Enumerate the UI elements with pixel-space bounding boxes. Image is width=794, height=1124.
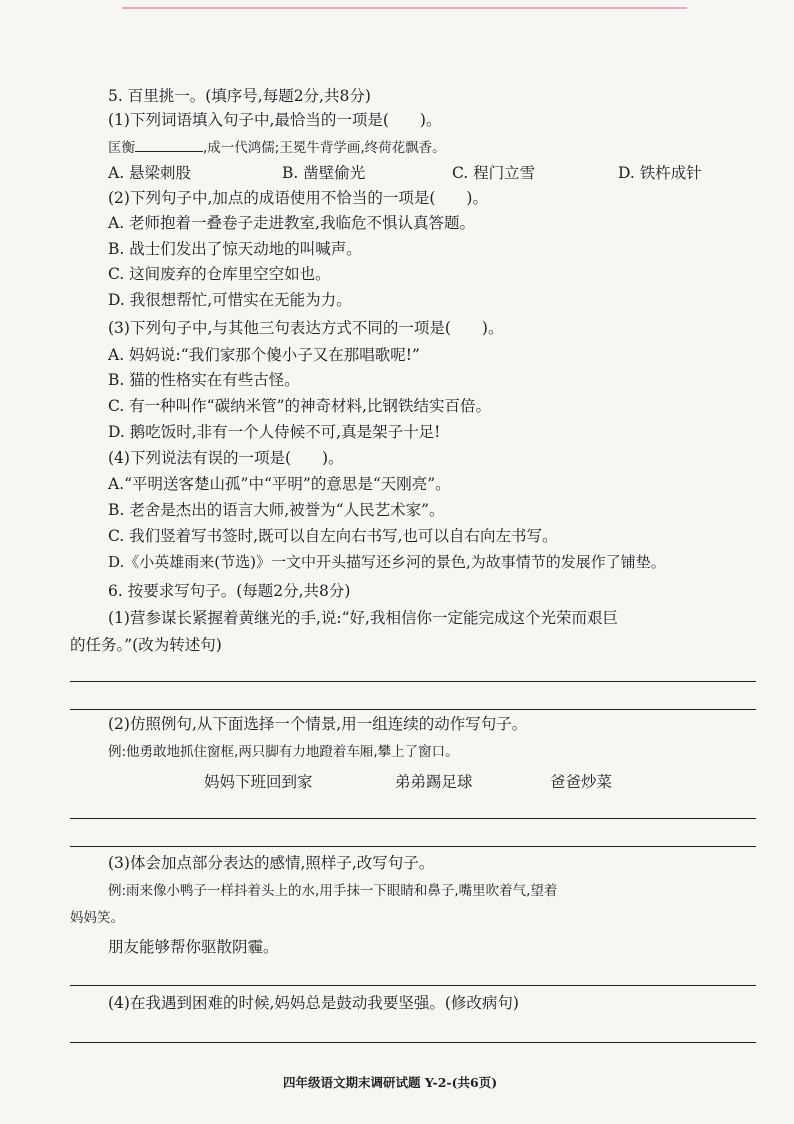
- q6-4-stem: (4)在我遇到困难的时候,妈妈总是鼓动我要坚强。(修改病句): [108, 994, 519, 1012]
- q5-4-option-d: D.《小英雄雨来(节选)》一文中开头描写还乡河的景色,为故事情节的发展作了铺垫。: [108, 553, 666, 571]
- q6-1-line2: 的任务。”(改为转述句): [70, 636, 222, 654]
- q6-3-example-line2: 妈妈笑。: [70, 910, 124, 926]
- q5-4-option-b: B. 老舍是杰出的语言大师,被誉为“人民艺术家”。: [108, 501, 445, 519]
- q6-3-example-line1: 例:雨来像小鸭子一样抖着头上的水,用手抹一下眼睛和鼻子,嘴里吹着气,望着: [108, 883, 558, 899]
- q5-1-sentence-part-b: ,成一代鸿儒;王冕牛背学画,终荷花飘香。: [203, 140, 446, 156]
- q6-2-answer-line: [70, 818, 756, 819]
- q6-2-scene-1: 妈妈下班回到家: [204, 773, 313, 791]
- q5-2-option-a: A. 老师抱着一叠卷子走进教室,我临危不惧认真答题。: [108, 214, 475, 232]
- top-border-line: [122, 7, 687, 9]
- q6-1-divider: [70, 709, 756, 710]
- q5-3-stem: (3)下列句子中,与其他三句表达方式不同的一项是( )。: [108, 319, 504, 337]
- q5-title: 5. 百里挑一。(填序号,每题2分,共8分): [108, 87, 371, 105]
- q6-3-sentence: 朋友能够帮你驱散阴霾。: [108, 938, 279, 956]
- q6-2-scene-2: 弟弟踢足球: [395, 773, 473, 791]
- q5-3-option-d: D. 鹅吃饭时,非有一个人侍候不可,真是架子十足!: [108, 423, 441, 441]
- q6-3-answer-line: [70, 985, 756, 986]
- q5-1-option-c: C. 程门立雪: [452, 164, 536, 182]
- q5-1-option-a: A. 悬梁刺股: [108, 164, 192, 182]
- q6-2-divider: [70, 846, 756, 847]
- q6-2-example: 例:他勇敢地抓住窗框,两只脚有力地蹬着车厢,攀上了窗口。: [108, 744, 459, 760]
- q5-2-option-b: B. 战士们发出了惊天动地的叫喊声。: [108, 240, 362, 258]
- q5-1-option-d: D. 铁杵成针: [618, 164, 702, 182]
- q6-2-stem: (2)仿照例句,从下面选择一个情景,用一组连续的动作写句子。: [108, 715, 528, 733]
- q5-4-option-a: A.“平明送客楚山孤”中“平明”的意思是“天刚亮”。: [108, 475, 451, 493]
- q5-3-option-a: A. 妈妈说:“我们家那个傻小子又在那唱歌呢!”: [108, 346, 420, 364]
- q5-2-stem: (2)下列句子中,加点的成语使用不恰当的一项是( )。: [108, 189, 488, 207]
- q5-3-option-c: C. 有一种叫作“碳纳米管”的神奇材料,比钢铁结实百倍。: [108, 397, 491, 415]
- q6-1-answer-line: [70, 681, 756, 682]
- q5-1-blank: [135, 137, 203, 152]
- q5-4-option-c: C. 我们竖着写书签时,既可以自左向右书写,也可以自右向左书写。: [108, 527, 558, 545]
- q5-1-sentence: [108, 137, 446, 158]
- q6-1-line1: (1)营参谋长紧握着黄继光的手,说:“好,我相信你一定能完成这个光荣而艰巨: [108, 609, 618, 627]
- q5-3-option-b: B. 猫的性格实在有些古怪。: [108, 371, 300, 389]
- q6-3-stem: (3)体会加点部分表达的感情,照样子,改写句子。: [108, 854, 435, 872]
- q6-2-scene-3: 爸爸炒菜: [550, 773, 613, 791]
- q5-1-option-b: B. 凿壁偷光: [282, 164, 366, 182]
- q5-2-option-c: C. 这间废弃的仓库里空空如也。: [108, 265, 331, 283]
- q5-2-option-d: D. 我很想帮忙,可惜实在无能为力。: [108, 291, 352, 309]
- q5-1-sentence-part-a: 匡衡: [108, 140, 135, 156]
- page-footer: 四年级语文期末调研试题 Y-2-(共6页): [283, 1075, 498, 1090]
- q5-4-stem: (4)下列说法有误的一项是( )。: [108, 449, 344, 467]
- q6-title: 6. 按要求写句子。(每题2分,共8分): [108, 582, 351, 600]
- q6-4-answer-line: [70, 1042, 756, 1043]
- q5-1-stem: (1)下列词语填入句子中,最恰当的一项是( )。: [108, 111, 442, 129]
